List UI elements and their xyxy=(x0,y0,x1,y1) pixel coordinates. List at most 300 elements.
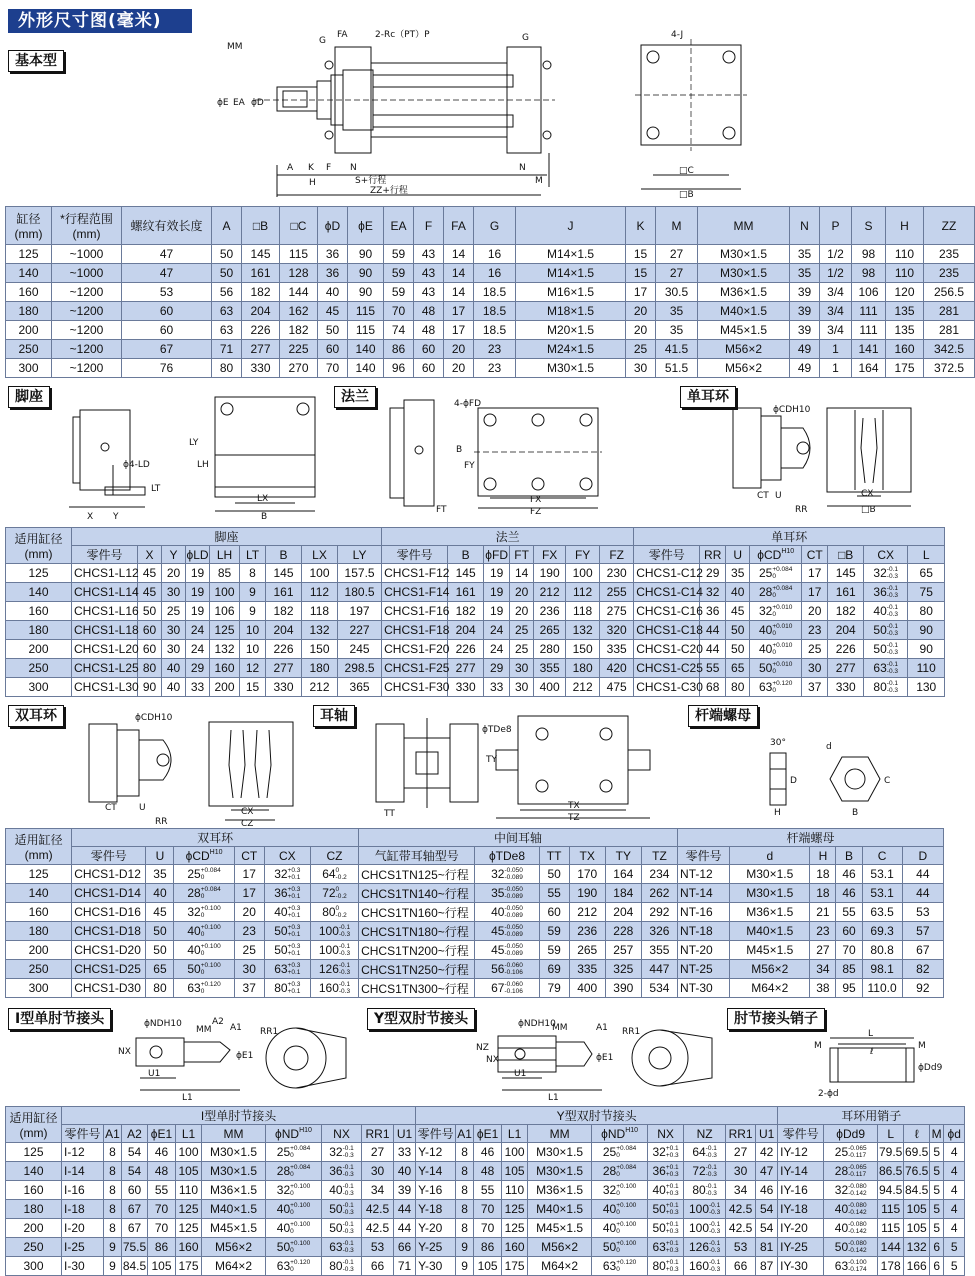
table-cell: 17 xyxy=(234,865,264,884)
tolerance: -0.1 -0.3 xyxy=(338,962,351,976)
table-cell: 50 xyxy=(146,941,174,960)
table-cell: 30 xyxy=(162,583,186,602)
table-cell: 76.5 xyxy=(904,1162,930,1181)
column-header: NX xyxy=(322,1125,362,1143)
column-header: FZ xyxy=(600,546,634,564)
table-cell: NT-14 xyxy=(678,884,730,903)
drawing-label: TY xyxy=(486,755,497,765)
drawing-label: TT xyxy=(384,809,395,819)
table-cell: 63-0.100 -0.174 xyxy=(824,1257,878,1276)
table-cell: 8 xyxy=(104,1219,122,1238)
drawing-label: B xyxy=(852,808,859,818)
table-cell: 182 xyxy=(828,602,864,621)
tolerance: +0.100 0 xyxy=(616,1221,637,1235)
table-cell: 55 xyxy=(474,1181,502,1200)
table-cell: 265 xyxy=(569,941,605,960)
table-cell: 76 xyxy=(122,359,212,378)
table-cell: ~1200 xyxy=(52,283,122,302)
table-cell: M64×2 xyxy=(730,979,810,998)
table-cell: CHCS1TN140~行程 xyxy=(359,884,475,903)
table-cell: 292 xyxy=(641,903,677,922)
tolerance: -0.1 -0.3 xyxy=(886,661,898,675)
column-header: U1 xyxy=(756,1125,778,1143)
table-cell: 212 xyxy=(302,678,338,697)
tolerance: +0.100 0 xyxy=(290,1240,311,1254)
table-cell: NT-16 xyxy=(678,903,730,922)
tolerance: +0.010 0 xyxy=(772,623,793,637)
drawing-label: MM xyxy=(552,1023,568,1033)
table-cell: CHCS1-L25 xyxy=(72,659,138,678)
drawing-label: L xyxy=(868,1029,874,1039)
table-cell: 36+0.3 +0.1 xyxy=(264,884,310,903)
column-header: CT xyxy=(802,546,828,564)
table-cell: 226 xyxy=(242,321,280,340)
table-cell: 100 xyxy=(302,564,338,583)
table-cell: IY-12 xyxy=(778,1143,824,1162)
drawing-label: RR1 xyxy=(622,1027,641,1037)
column-header: A2 xyxy=(122,1125,148,1143)
table-cell: 30.5 xyxy=(656,283,698,302)
tolerance: -0.065 -0.117 xyxy=(848,1145,867,1159)
column-header: MM xyxy=(528,1125,592,1143)
table-cell: CHCS1-D18 xyxy=(72,922,146,941)
column-header: 零件号 xyxy=(778,1125,824,1143)
column-header: d xyxy=(730,847,810,865)
group-header: 单耳环 xyxy=(634,528,945,546)
table-cell: I-18 xyxy=(62,1200,104,1219)
table-cell: 23 xyxy=(474,340,516,359)
table-cell: 110 xyxy=(502,1181,528,1200)
table-cell: 80+0.1 +0.3 xyxy=(648,1257,684,1276)
table-row xyxy=(6,941,944,960)
table-cell: ~1200 xyxy=(52,321,122,340)
table-cell: 182 xyxy=(266,602,302,621)
table-cell: 45 xyxy=(726,602,750,621)
tolerance: +0.3 +0.1 xyxy=(287,867,301,881)
table-cell: 245 xyxy=(338,640,382,659)
table-cell: 39 xyxy=(790,283,820,302)
drawing-label: FT xyxy=(436,505,447,515)
table-cell: 110 xyxy=(886,245,924,264)
table-cell: 326 xyxy=(641,922,677,941)
table-cell: 23 xyxy=(810,922,836,941)
table-cell: 105 xyxy=(502,1162,528,1181)
column-header: NX xyxy=(648,1125,684,1143)
table-cell: 70 xyxy=(836,941,862,960)
table-cell: I-12 xyxy=(62,1143,104,1162)
table-cell: 5 xyxy=(944,1257,965,1276)
table-cell: 190 xyxy=(569,884,605,903)
table-cell: 115 xyxy=(878,1200,904,1219)
table-cell: I-25 xyxy=(62,1238,104,1257)
table-cell: 55 xyxy=(700,659,726,678)
table-cell: I-16 xyxy=(62,1181,104,1200)
table-cell: 35 xyxy=(656,321,698,340)
table-cell: 27 xyxy=(656,245,698,264)
drawing-label: L1 xyxy=(548,1093,559,1103)
table-cell: 8 xyxy=(240,564,266,583)
table-row xyxy=(6,1238,965,1257)
table-cell: 55 xyxy=(539,884,569,903)
table-cell: 80-0.1 -0.3 xyxy=(684,1181,726,1200)
table-cell: 335 xyxy=(569,960,605,979)
table-cell: 145 xyxy=(266,564,302,583)
table-cell: 72-0.1 -0.3 xyxy=(684,1162,726,1181)
drawing-label: U xyxy=(139,803,146,813)
table-cell: 128 xyxy=(280,264,318,283)
drawing-label: FX xyxy=(530,495,542,505)
table-row xyxy=(6,1162,965,1181)
table-cell: 125 xyxy=(210,621,240,640)
table-basic-dimensions xyxy=(5,206,975,378)
table-cell: 80 xyxy=(138,659,162,678)
tolerance: -0.080 -0.142 xyxy=(848,1240,867,1254)
table-cell: NT-12 xyxy=(678,865,730,884)
table-cell: Y-25 xyxy=(416,1238,456,1257)
table-cell: 160 xyxy=(502,1238,528,1257)
table-cell: 55 xyxy=(836,903,862,922)
table-cell: 18.5 xyxy=(474,283,516,302)
table-cell: 63+0.120 0 xyxy=(266,1257,322,1276)
drawing-label: MM xyxy=(227,42,243,52)
table-cell: 79.5 xyxy=(878,1143,904,1162)
drawing-label: ϕNDH10 xyxy=(144,1019,182,1029)
table-cell: 34 xyxy=(362,1181,394,1200)
table-cell: 63-0.1 -0.3 xyxy=(864,659,908,678)
column-header: □B xyxy=(242,207,280,245)
tolerance-class: H10 xyxy=(781,547,795,555)
table-cell: 234 xyxy=(641,865,677,884)
table-cell: 59 xyxy=(384,245,414,264)
column-header: ϕCD$^{H10}$ xyxy=(750,546,802,564)
table-cell: 63+0.120 0 xyxy=(750,678,802,697)
table-row xyxy=(6,884,944,903)
table-cell: 36-0.1 -0.3 xyxy=(864,583,908,602)
drawing-label: A1 xyxy=(230,1023,242,1033)
column-header: □B xyxy=(828,546,864,564)
table-cell: IY-18 xyxy=(778,1200,824,1219)
table-cell: 39 xyxy=(790,302,820,321)
table-cell: 3/4 xyxy=(820,321,852,340)
tolerance: -0.060 -0.106 xyxy=(504,962,523,976)
table-cell: 182 xyxy=(280,321,318,340)
table-cell: 30 xyxy=(162,621,186,640)
table-cell: 8 xyxy=(104,1200,122,1219)
table-cell: 14 xyxy=(444,283,474,302)
drawing-label: C xyxy=(884,776,891,786)
table-cell: 390 xyxy=(605,979,641,998)
table-cell: 4 xyxy=(944,1200,965,1219)
table-cell: 75 xyxy=(908,583,945,602)
drawing-label: CX xyxy=(241,807,254,817)
table-cell: 21 xyxy=(810,903,836,922)
table-cell: 157.5 xyxy=(338,564,382,583)
drawing-label: S+行程 xyxy=(355,176,387,186)
table-cell: 50+0.100 0 xyxy=(266,1238,322,1257)
table-cell: 20 xyxy=(444,359,474,378)
tolerance: 0 -0.2 xyxy=(335,886,347,900)
table-cell: 300 xyxy=(6,678,72,697)
drawing-label: 4-J xyxy=(671,30,684,40)
table-cell: 84.5 xyxy=(122,1257,148,1276)
table-cell: CHCS1TN125~行程 xyxy=(359,865,475,884)
table-cell: 80 xyxy=(908,602,945,621)
table-cell: 200 xyxy=(6,640,72,659)
table-cell: 19 xyxy=(186,564,210,583)
pin-drawing xyxy=(810,1029,943,1105)
table-cell: 250 xyxy=(6,1238,62,1257)
column-header: Y xyxy=(162,546,186,564)
table-cell: 60 xyxy=(138,621,162,640)
table-cell: 226 xyxy=(266,640,302,659)
column-header: LX xyxy=(302,546,338,564)
table-cell: 33 xyxy=(394,1143,416,1162)
tolerance: -0.1 -0.3 xyxy=(342,1259,354,1273)
table-cell: 55 xyxy=(148,1181,176,1200)
table-cell: 23 xyxy=(474,359,516,378)
column-header: P xyxy=(820,207,852,245)
tolerance: +0.120 0 xyxy=(616,1259,637,1273)
table-cell: 85 xyxy=(836,960,862,979)
table-cell: 59 xyxy=(384,283,414,302)
table-cell: 204 xyxy=(242,302,280,321)
table-cell: M30×1.5 xyxy=(730,884,810,903)
table-cell: 32-0.1 -0.3 xyxy=(864,564,908,583)
table-cell: 50+0.010 0 xyxy=(750,659,802,678)
table-cell: 54 xyxy=(756,1219,778,1238)
column-header: CT xyxy=(234,847,264,865)
table-cell: 160-0.1 -0.3 xyxy=(684,1257,726,1276)
table-cell: 200 xyxy=(6,941,72,960)
table-cell: 330 xyxy=(266,678,302,697)
column-header: LH xyxy=(210,546,240,564)
table-cell: 80 xyxy=(212,359,242,378)
table-cell: 67 xyxy=(122,1219,148,1238)
table-cell: 6 xyxy=(930,1238,944,1257)
table-cell: CHCS1-L30 xyxy=(72,678,138,697)
table-cell: 74 xyxy=(384,321,414,340)
table-row xyxy=(6,340,975,359)
table-cell: 80 xyxy=(726,678,750,697)
column-header: ϕTDe8 xyxy=(475,847,539,865)
table-cell: 25-0.065 -0.117 xyxy=(824,1143,878,1162)
column-header: ϕND$^{H10}$ xyxy=(266,1125,322,1143)
column-header: MM xyxy=(202,1125,266,1143)
table-cell: 98 xyxy=(852,245,886,264)
drawing-label: 2-ϕd xyxy=(818,1089,839,1099)
table-cell: 42.5 xyxy=(726,1219,756,1238)
table-cell: 182 xyxy=(448,602,484,621)
tolerance: +0.1 +0.3 xyxy=(665,1221,679,1235)
table-cell: ~1200 xyxy=(52,359,122,378)
group-header: 中间耳轴 xyxy=(359,829,678,847)
drawing-label: CT xyxy=(105,803,117,813)
column-header: L1 xyxy=(176,1125,202,1143)
table-cell: M24×1.5 xyxy=(516,340,626,359)
table-cell: 160 xyxy=(886,340,924,359)
table-cell: 200 xyxy=(6,321,52,340)
drawing-label: K xyxy=(308,163,314,173)
table-cell: 110 xyxy=(886,264,924,283)
table-row xyxy=(6,583,945,602)
section-label-trunnion: 耳轴 xyxy=(313,705,355,727)
table-cell: CHCS1-D30 xyxy=(72,979,146,998)
tolerance: +0.100 0 xyxy=(290,1183,311,1197)
table-cell: 90 xyxy=(348,264,384,283)
table-cell: 115 xyxy=(348,302,384,321)
drawing-label: LT xyxy=(151,484,161,494)
table-cell: M30×1.5 xyxy=(730,865,810,884)
table-cell: 145 xyxy=(828,564,864,583)
table-cell: 25 xyxy=(510,640,534,659)
tolerance: +0.120 0 xyxy=(290,1259,311,1273)
drawing-label: ϕTDe8 xyxy=(482,725,512,735)
table-cell: 180 xyxy=(566,659,600,678)
table-row xyxy=(6,1143,965,1162)
column-header: FX xyxy=(534,546,566,564)
flange-drawing xyxy=(390,398,640,516)
table-cell: 126-0.1 -0.3 xyxy=(310,960,358,979)
table-cell: 184 xyxy=(605,884,641,903)
basic-side-view-drawing xyxy=(215,25,565,200)
table-cell: M40×1.5 xyxy=(202,1200,266,1219)
drawing-label: ϕCDH10 xyxy=(773,405,811,415)
group-header: 法兰 xyxy=(382,528,634,546)
section-label-rod-nut: 杆端螺母 xyxy=(688,705,758,727)
table-cell: 277 xyxy=(448,659,484,678)
table-cell: 164 xyxy=(852,359,886,378)
table-cell: 54 xyxy=(756,1200,778,1219)
table-cell: 80-0.1 -0.3 xyxy=(322,1257,362,1276)
tolerance: -0.1 -0.3 xyxy=(338,981,351,995)
table-cell: 204 xyxy=(266,621,302,640)
table-cell: 180 xyxy=(6,1200,62,1219)
table-cell: 111 xyxy=(852,321,886,340)
table-cell: 68 xyxy=(700,678,726,697)
table-cell: 118 xyxy=(302,602,338,621)
table-cell: CHCS1-C12 xyxy=(634,564,700,583)
table-cell: M56×2 xyxy=(202,1238,266,1257)
column-header: FT xyxy=(510,546,534,564)
table-cell: 400 xyxy=(534,678,566,697)
table-cell: 60 xyxy=(318,340,348,359)
section-label-foot: 脚座 xyxy=(8,386,50,408)
column-header: RR1 xyxy=(362,1125,394,1143)
drawing-label: MM xyxy=(196,1025,212,1035)
table-cell: M56×2 xyxy=(698,359,790,378)
table-cell: 25+0.084 0 xyxy=(750,564,802,583)
column-header: TZ xyxy=(641,847,677,865)
table-cell: 43 xyxy=(414,283,444,302)
table-cell: 67-0.060 -0.106 xyxy=(475,979,539,998)
table-cell: Y-20 xyxy=(416,1219,456,1238)
rod-nut-drawing xyxy=(760,735,900,820)
table-cell: 70 xyxy=(474,1200,502,1219)
table-cell: 280 xyxy=(534,640,566,659)
column-header: 零件号 xyxy=(416,1125,456,1143)
column-header: EA xyxy=(384,207,414,245)
table-cell: 140 xyxy=(348,359,384,378)
i-joint-drawing xyxy=(110,1017,360,1105)
table-cell: 330 xyxy=(448,678,484,697)
tolerance: +0.3 +0.1 xyxy=(287,981,301,995)
table-cell: 126-0.1 -0.3 xyxy=(684,1238,726,1257)
table-rod-joints xyxy=(5,1106,965,1276)
table-cell: 160 xyxy=(176,1238,202,1257)
table-cell: 70 xyxy=(318,359,348,378)
table-cell: 9 xyxy=(104,1238,122,1257)
table-cell: 226 xyxy=(448,640,484,659)
table-cell: 335 xyxy=(600,640,634,659)
table-cell: 204 xyxy=(448,621,484,640)
table-cell: 40+0.100 0 xyxy=(266,1219,322,1238)
drawing-label: RR xyxy=(795,505,808,515)
tolerance: +0.3 +0.1 xyxy=(287,962,301,976)
table-cell: 60 xyxy=(122,1181,148,1200)
tolerance: -0.1 -0.3 xyxy=(342,1145,354,1159)
table-cell: 5 xyxy=(930,1219,944,1238)
table-cell: 110.0 xyxy=(862,979,902,998)
column-header: ϕE1 xyxy=(474,1125,502,1143)
table-cell: 20 xyxy=(802,602,828,621)
drawing-label: M xyxy=(814,1041,822,1051)
drawing-label: TX xyxy=(568,801,580,811)
tolerance: +0.3 +0.1 xyxy=(287,943,301,957)
table-row xyxy=(6,1181,965,1200)
column-header: M xyxy=(931,1126,942,1141)
table-cell: IY-30 xyxy=(778,1257,824,1276)
tolerance: +0.084 0 xyxy=(616,1145,637,1159)
table-cell: 175 xyxy=(502,1257,528,1276)
group-header: Y型双肘节接头 xyxy=(416,1107,778,1125)
table-cell: 67 xyxy=(122,1200,148,1219)
tolerance: -0.1 -0.3 xyxy=(342,1240,354,1254)
column-header: RR xyxy=(700,546,726,564)
table-cell: 46 xyxy=(836,865,862,884)
table-cell: 63 xyxy=(212,302,242,321)
table-cell: 277 xyxy=(266,659,302,678)
table-cell: M40×1.5 xyxy=(528,1200,592,1219)
table-cell: 12 xyxy=(240,659,266,678)
drawing-label: A1 xyxy=(596,1023,608,1033)
table-cell: 230 xyxy=(600,564,634,583)
table-cell: 800 -0.2 xyxy=(310,903,358,922)
table-cell: 164 xyxy=(605,865,641,884)
drawing-label: L1 xyxy=(182,1093,193,1103)
table-cell: 18 xyxy=(810,884,836,903)
table-row xyxy=(6,1200,965,1219)
drawing-label: 2-Rc（PT）P xyxy=(375,30,430,40)
drawing-label: RR xyxy=(155,817,168,827)
table-cell: 236 xyxy=(569,922,605,941)
table-cell: 160 xyxy=(6,1181,62,1200)
table-cell: M30×1.5 xyxy=(516,359,626,378)
table-cell: I-20 xyxy=(62,1219,104,1238)
table-cell: 180 xyxy=(6,302,52,321)
table-cell: 447 xyxy=(641,960,677,979)
table-cell: M45×1.5 xyxy=(528,1219,592,1238)
table-cell: 161 xyxy=(266,583,302,602)
tolerance: -0.050 -0.089 xyxy=(504,867,523,881)
tolerance: +0.120 0 xyxy=(200,981,221,995)
table-cell: M18×1.5 xyxy=(516,302,626,321)
table-cell: 69 xyxy=(539,960,569,979)
table-row xyxy=(6,621,945,640)
table-cell: IY-16 xyxy=(778,1181,824,1200)
table-cell: 42.5 xyxy=(362,1219,394,1238)
table-cell: 135 xyxy=(886,302,924,321)
table-cell: ~1000 xyxy=(52,264,122,283)
